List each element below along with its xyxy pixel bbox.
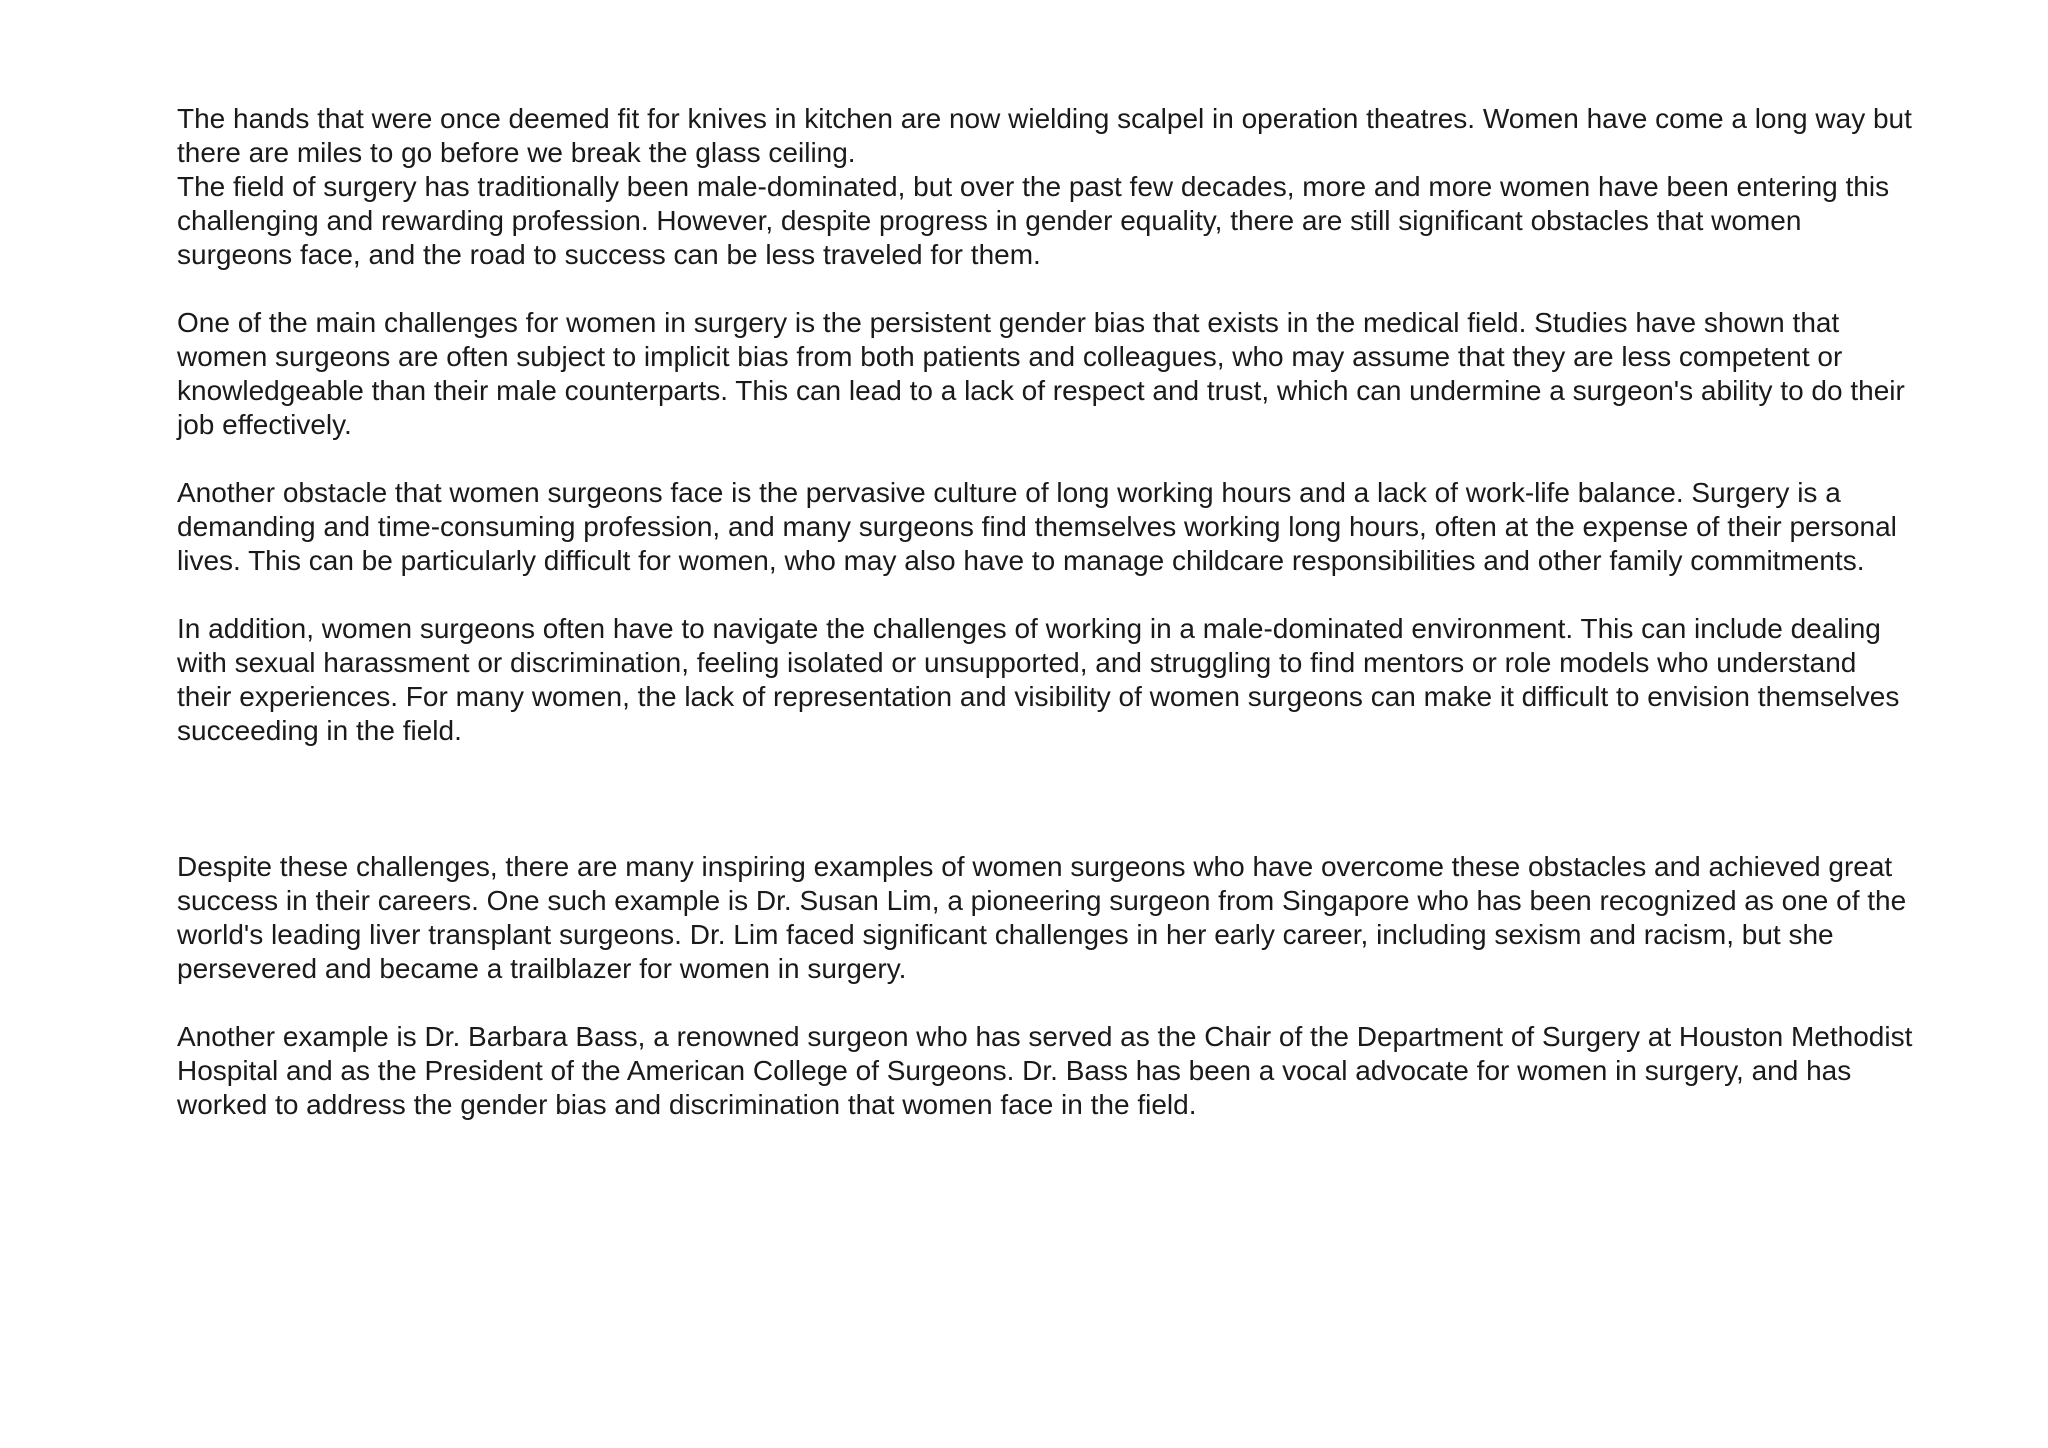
paragraph-barbara-bass: Another example is Dr. Barbara Bass, a renowned surgeon who has served as the Chair of the Department of Surgery at Houston Methodist Hospital and as the President of the American College of Surgeons. Dr. Bass has been a vocal advocate for women in surgery, and has worked to address the gender bias and discrimination that women face in the field. (177, 1021, 1913, 1120)
paragraph-work-life-balance: Another obstacle that women surgeons face is the pervasive culture of long working hours and a lack of work-life balance. Surgery is a demanding and time-consuming profession, and many surgeons find themselves working long hours, often at the expense of their personal lives. This can be particularly difficult for women, who may also have to manage childcare responsibilities and other family commitments. (177, 477, 1897, 576)
paragraph-male-dominated-environment: In addition, women surgeons often have to navigate the challenges of working in a male-dominated environment. This can include dealing with sexual harassment or discrimination, feeling isolated or unsupported, and struggling to find mentors or role models who understand their experiences. For many women, the lack of representation and visibility of women surgeons can make it difficult to envision themselves succeeding in the field. (177, 613, 1900, 746)
intro-paragraph: The hands that were once deemed fit for knives in kitchen are now wielding scalpel in operation theatres. Women have come a long way but there are miles to go before we break the glass ceiling. (177, 103, 1912, 168)
paragraph-surgery-field: The field of surgery has traditionally been male-dominated, but over the past few decades, more and more women have been entering this challenging and rewarding profession. However, despite progress in gender equality, there are still significant obstacles that women surgeons face, and the road to success can be less traveled for them. (177, 171, 1890, 270)
document-body (177, 102, 1917, 1156)
blank-space (177, 748, 1917, 850)
paragraph-gender-bias: One of the main challenges for women in surgery is the persistent gender bias that exists in the medical field. Studies have shown that women surgeons are often subject to implicit bias from both patients and colleagues, who may assume that they are less competent or knowledgeable than their male counterparts. This can lead to a lack of respect and trust, which can undermine a surgeon's ability to do their job effectively. (177, 307, 1905, 440)
paragraph-susan-lim: Despite these challenges, there are many inspiring examples of women surgeons who have overcome these obstacles and achieved great success in their careers. One such example is Dr. Susan Lim, a pioneering surgeon from Singapore who has been recognized as one of the world's leading liver transplant surgeons. Dr. Lim faced significant challenges in her early career, including sexism and racism, but she persevered and became a trailblazer for women in surgery. (177, 851, 1907, 984)
